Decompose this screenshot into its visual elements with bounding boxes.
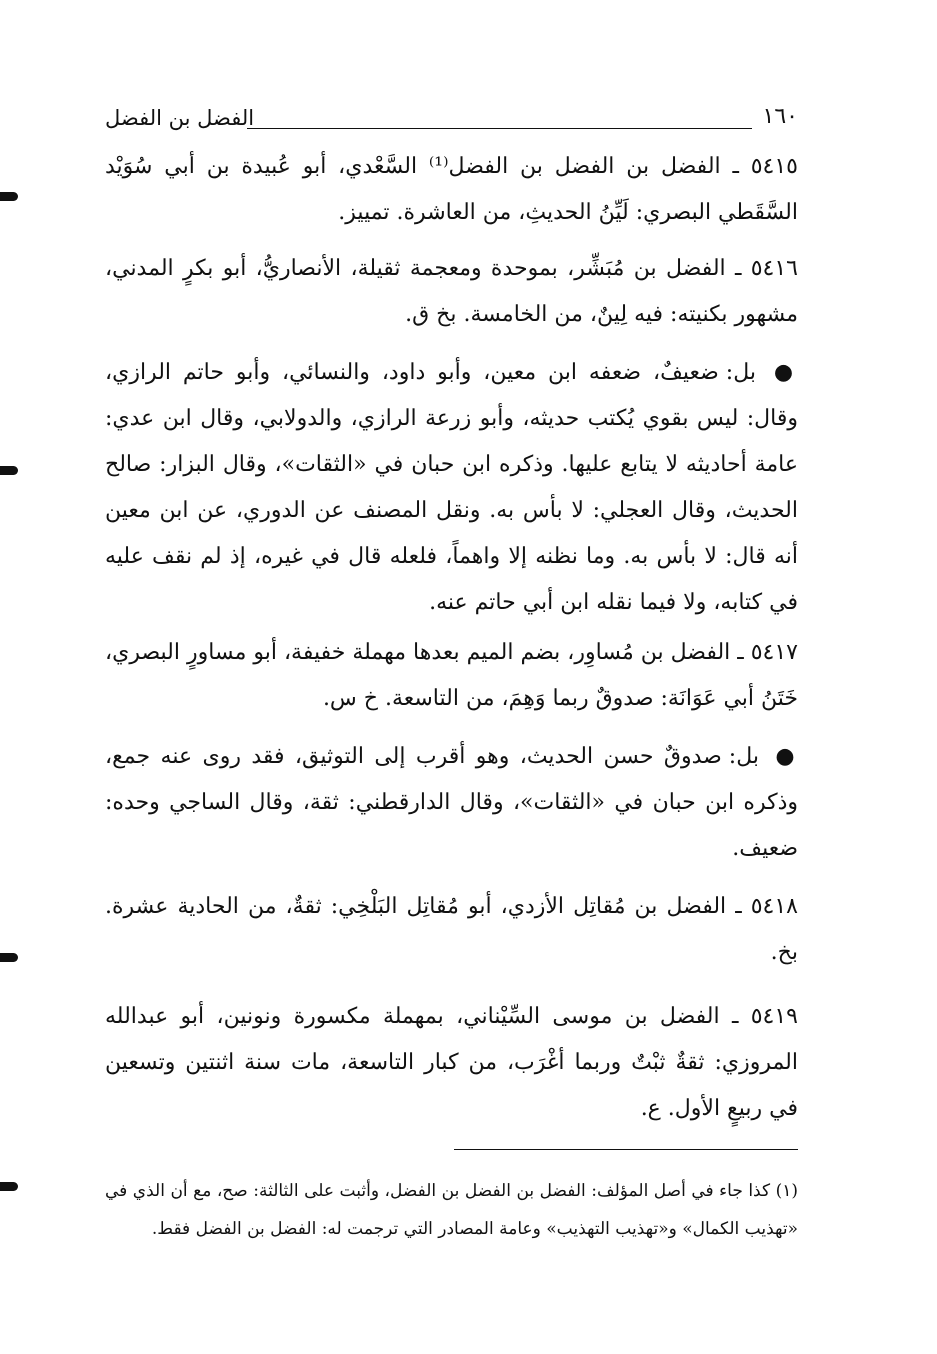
entry-text: ٥٤١٩ ـ الفضل بن موسى السِّيْناني، بمهملة مكسورة ونونين، أبو عبدالله المروزي: ثقةٌ ثبْتٌ وربما أغْرَب، من كبار التاسعة، مات سنة اثنتين وتسعين في ربيعٍ الأول. ع. [105,1004,798,1121]
binding-hole-mark [0,1182,18,1191]
comment-text: بل: ضعيفٌ، ضعفه ابن معين، وأبو داود، والنسائي، وأبو حاتم الرازي، وقال: ليس بقوي يُكتب حديثه، وأبو زرعة الرازي، والدولابي، وقال ابن عدي: عامة أحاديثه لا يتابع عليها. وذكره ابن حبان في «الثقات»، وقال البزار: صالح الحديث، وقال العجلي: لا بأس به. ونقل المصنف عن الدوري، عن ابن معين أنه قال: لا بأس به. وما نظنه إلا واهماً، فلعله قال في غيره، إذ لم نقف عليه في كتابه، ولا فيما نقله ابن أبي حاتم عنه. [105,360,798,615]
entry-5416 [105,246,798,338]
entry-text: ٥٤١٧ ـ الفضل بن مُساوِر، بضم الميم بعدها مهملة خفيفة، أبو مساورٍ البصري، خَتَنُ أبي عَوَانَة: صدوقٌ ربما وَهِمَ، من التاسعة. خ س. [105,640,798,711]
entry-text: ٥٤١٨ ـ الفضل بن مُقاتِل الأزدي، أبو مُقاتِل البَلْخِي: ثقةٌ، من الحادية عشرة. بخ. [105,894,798,965]
binding-hole-mark [0,466,18,475]
page-number: ١٦٠ [762,104,798,129]
entry-5417 [105,630,798,722]
footnote-rule [454,1149,798,1150]
running-title: الفضل بن الفضل [105,106,255,130]
bullet-icon: ● [773,360,798,385]
binding-hole-mark [0,192,18,201]
comment-5417 [105,734,798,872]
entry-text: ٥٤١٥ ـ الفضل بن الفضل بن الفضل⁽¹⁾ السَّعْدي، أبو عُبيدة بن أبي سُوَيْد السَّقَطي البصري: لَيِّنُ الحديثِ، من العاشرة. تمييز. [105,154,798,225]
page-header [105,100,798,134]
entry-5419 [105,994,798,1132]
entry-5418 [105,884,798,976]
entry-5415 [105,144,798,236]
footnote [105,1172,798,1248]
comment-5416 [105,350,798,626]
header-rule [247,128,752,129]
footnote-text: (١) كذا جاء في أصل المؤلف: الفضل بن الفضل بن الفضل، وأثبت على الثالثة: صح، مع أن الذي في «تهذيب الكمال» و«تهذيب التهذيب» وعامة المصادر التي ترجمت له: الفضل بن الفضل فقط. [105,1181,798,1239]
bullet-icon: ● [775,744,799,769]
binding-hole-mark [0,953,18,962]
comment-text: بل: صدوقٌ حسن الحديث، وهو أقرب إلى التوثيق، فقد روى عنه جمع، وذكره ابن حبان في «الثقات»، وقال الدارقطني: ثقة، وقال الساجي وحده: ضعيف. [105,744,798,861]
entry-text: ٥٤١٦ ـ الفضل بن مُبَشِّر، بموحدة ومعجمة ثقيلة، الأنصاريُّ، أبو بكرٍ المدني، مشهور بكنيته: فيه لِينٌ، من الخامسة. بخ ق. [105,256,798,327]
